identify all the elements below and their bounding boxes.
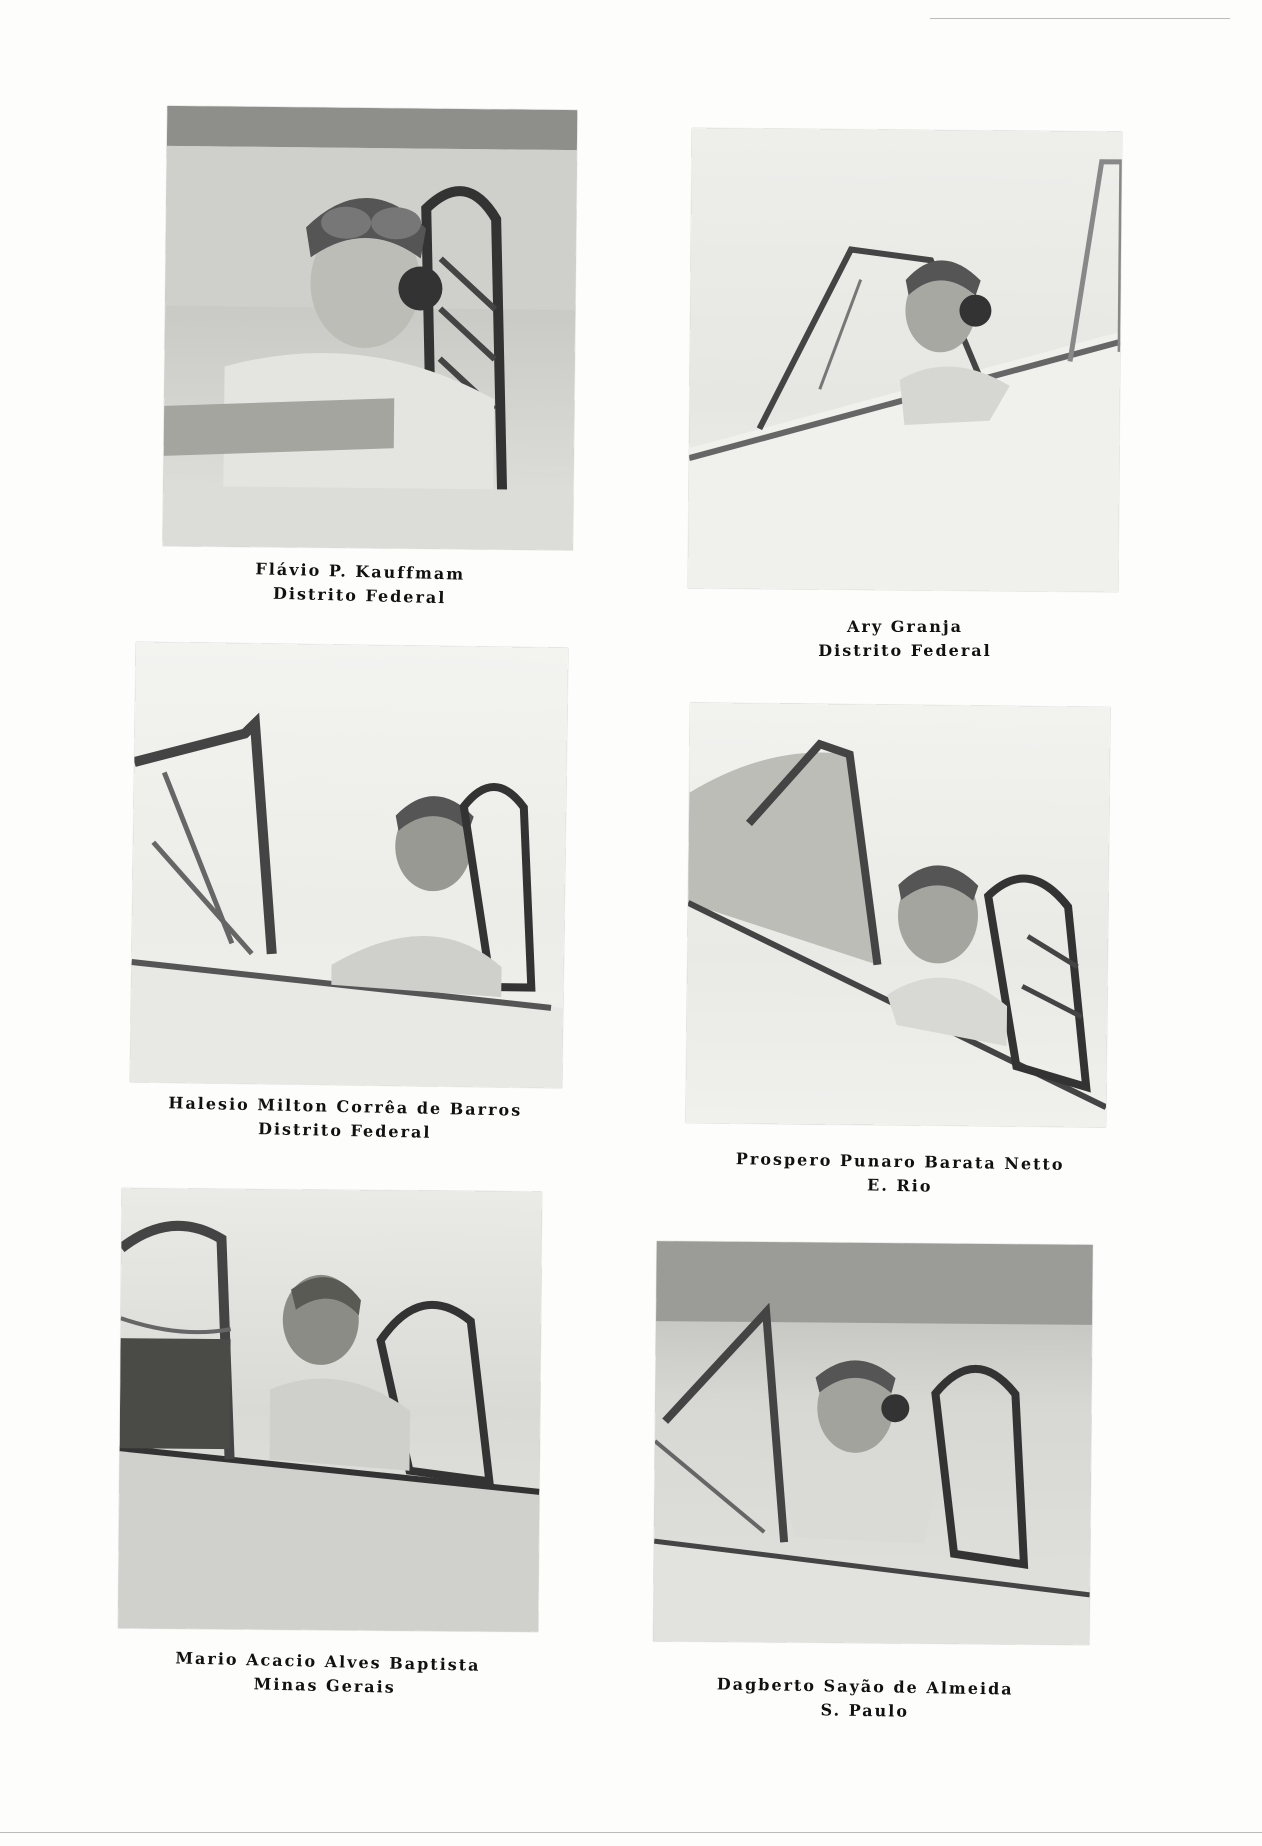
pilot-place: Minas Gerais <box>253 1674 396 1697</box>
pilot-place: S. Paulo <box>820 1700 910 1721</box>
cockpit-illustration <box>688 128 1122 592</box>
pilot-place: Distrito Federal <box>257 1119 432 1142</box>
pilot-place: E. Rio <box>866 1175 933 1196</box>
pilot-name: Dagberto Sayão de Almeida <box>716 1674 1014 1699</box>
pilot-photo-5 <box>118 1188 542 1632</box>
pilot-caption-5 <box>174 1646 481 1701</box>
pilot-photo-1 <box>163 106 578 550</box>
pilot-name: Flávio P. Kauffmam <box>255 559 466 584</box>
cockpit-illustration <box>118 1188 542 1632</box>
pilot-photo-3 <box>130 642 568 1088</box>
pilot-caption-6 <box>700 1672 1031 1726</box>
pilot-place: Distrito Federal <box>818 641 992 660</box>
pilot-caption-2 <box>780 615 1030 663</box>
page-edge-line <box>0 1832 1262 1833</box>
cockpit-illustration <box>130 642 568 1088</box>
cockpit-illustration <box>653 1241 1092 1645</box>
pilot-place: Distrito Federal <box>272 583 447 608</box>
pilot-name: Mario Acacio Alves Baptista <box>175 1648 481 1675</box>
pilot-photo-2 <box>688 128 1122 592</box>
cockpit-illustration <box>163 106 578 550</box>
pilot-caption-1 <box>234 557 485 612</box>
cockpit-illustration <box>686 703 1110 1127</box>
page-edge-line <box>930 18 1230 19</box>
pilot-photo-6 <box>653 1241 1092 1645</box>
pilot-caption-4 <box>730 1147 1071 1201</box>
pilot-name: Ary Granja <box>847 617 963 636</box>
pilot-name: Halesio Milton Corrêa de Barros <box>168 1093 523 1120</box>
pilot-caption-3 <box>165 1091 526 1147</box>
pilot-photo-4 <box>686 703 1110 1127</box>
pilot-name: Prospero Punaro Barata Netto <box>735 1149 1065 1174</box>
